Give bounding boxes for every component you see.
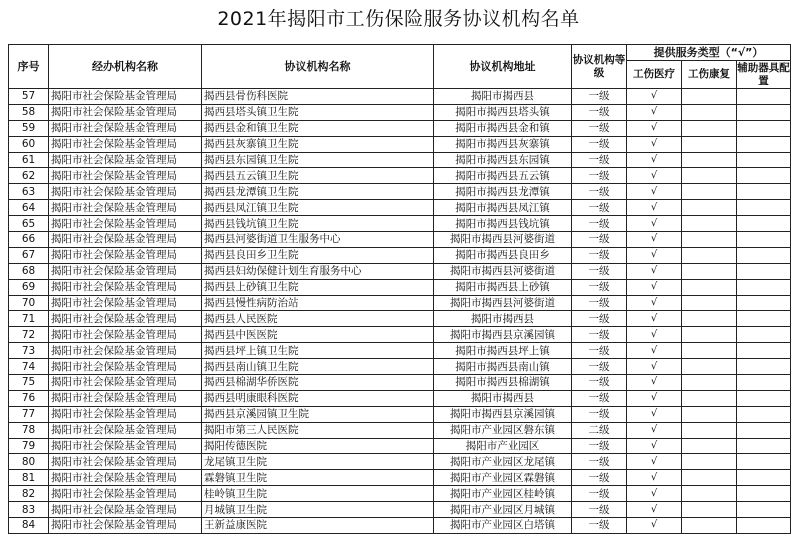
cell-seq: 81 xyxy=(9,470,49,486)
cell-level: 一级 xyxy=(572,486,627,502)
cell-level: 一级 xyxy=(572,454,627,470)
cell-service-aid xyxy=(737,120,791,136)
cell-service-rehab xyxy=(682,200,737,216)
cell-service-medical: √ xyxy=(627,502,682,518)
cell-agency: 揭阳市社会保险基金管理局 xyxy=(49,343,202,359)
cell-service-aid xyxy=(737,136,791,152)
table-row xyxy=(9,216,791,232)
cell-seq: 60 xyxy=(9,136,49,152)
cell-agency: 揭阳市社会保险基金管理局 xyxy=(49,327,202,343)
table-row xyxy=(9,295,791,311)
cell-service-rehab xyxy=(682,518,737,534)
cell-agency: 揭阳市社会保险基金管理局 xyxy=(49,168,202,184)
cell-service-aid xyxy=(737,438,791,454)
cell-service-aid xyxy=(737,375,791,391)
cell-service-medical: √ xyxy=(627,120,682,136)
cell-agency: 揭阳市社会保险基金管理局 xyxy=(49,375,202,391)
table-row xyxy=(9,120,791,136)
cell-service-rehab xyxy=(682,311,737,327)
cell-service-medical: √ xyxy=(627,486,682,502)
cell-agency: 揭阳市社会保险基金管理局 xyxy=(49,422,202,438)
header-service-aid: 辅助器具配置 xyxy=(737,61,790,87)
cell-seq: 71 xyxy=(9,311,49,327)
cell-address: 揭阳市产业园区月城镇 xyxy=(434,502,572,518)
cell-address: 揭阳市揭西县棉湖镇 xyxy=(434,375,572,391)
cell-seq: 63 xyxy=(9,184,49,200)
cell-agency: 揭阳市社会保险基金管理局 xyxy=(49,104,202,120)
cell-agency: 揭阳市社会保险基金管理局 xyxy=(49,518,202,534)
cell-agency: 揭阳市社会保险基金管理局 xyxy=(49,470,202,486)
cell-institution: 揭西县妇幼保健计划生育服务中心 xyxy=(202,263,434,279)
table-row xyxy=(9,454,791,470)
cell-level: 一级 xyxy=(572,279,627,295)
cell-level: 一级 xyxy=(572,168,627,184)
cell-service-aid xyxy=(737,327,791,343)
cell-level: 一级 xyxy=(572,327,627,343)
table-row xyxy=(9,422,791,438)
cell-service-rehab xyxy=(682,390,737,406)
cell-service-medical: √ xyxy=(627,327,682,343)
cell-service-aid xyxy=(737,295,791,311)
cell-service-medical: √ xyxy=(627,184,682,200)
cell-seq: 61 xyxy=(9,152,49,168)
cell-address: 揭阳市揭西县东园镇 xyxy=(434,152,572,168)
cell-level: 一级 xyxy=(572,470,627,486)
cell-institution: 揭西县上砂镇卫生院 xyxy=(202,279,434,295)
cell-seq: 64 xyxy=(9,200,49,216)
header-agency: 经办机构名称 xyxy=(49,45,202,89)
cell-service-medical: √ xyxy=(627,247,682,263)
cell-seq: 66 xyxy=(9,232,49,248)
cell-address: 揭阳市揭西县坪上镇 xyxy=(434,343,572,359)
cell-service-medical: √ xyxy=(627,359,682,375)
cell-address: 揭阳市揭西县上砂镇 xyxy=(434,279,572,295)
cell-seq: 67 xyxy=(9,247,49,263)
cell-level: 一级 xyxy=(572,406,627,422)
cell-service-medical: √ xyxy=(627,375,682,391)
cell-service-aid xyxy=(737,359,791,375)
cell-seq: 72 xyxy=(9,327,49,343)
cell-service-aid xyxy=(737,200,791,216)
table-row xyxy=(9,486,791,502)
cell-institution: 揭西县棉湖华侨医院 xyxy=(202,375,434,391)
table-row xyxy=(9,247,791,263)
cell-institution: 揭西县五云镇卫生院 xyxy=(202,168,434,184)
cell-address: 揭阳市揭西县南山镇 xyxy=(434,359,572,375)
cell-agency: 揭阳市社会保险基金管理局 xyxy=(49,311,202,327)
cell-institution: 揭阳市第三人民医院 xyxy=(202,422,434,438)
cell-service-medical: √ xyxy=(627,422,682,438)
cell-service-aid xyxy=(737,470,791,486)
table-row xyxy=(9,200,791,216)
cell-address: 揭阳市揭西县河婆街道 xyxy=(434,295,572,311)
cell-level: 一级 xyxy=(572,390,627,406)
cell-address: 揭阳市揭西县良田乡 xyxy=(434,247,572,263)
cell-seq: 65 xyxy=(9,216,49,232)
cell-service-medical: √ xyxy=(627,216,682,232)
cell-institution: 揭阳传德医院 xyxy=(202,438,434,454)
cell-service-medical: √ xyxy=(627,390,682,406)
cell-seq: 70 xyxy=(9,295,49,311)
cell-seq: 75 xyxy=(9,375,49,391)
cell-service-aid xyxy=(737,247,791,263)
table-row xyxy=(9,375,791,391)
cell-level: 一级 xyxy=(572,438,627,454)
cell-institution: 揭西县骨伤科医院 xyxy=(202,89,434,105)
cell-level: 一级 xyxy=(572,502,627,518)
header-level: 协议机构等级 xyxy=(572,45,627,89)
cell-address: 揭阳市揭西县五云镇 xyxy=(434,168,572,184)
cell-agency: 揭阳市社会保险基金管理局 xyxy=(49,120,202,136)
cell-service-medical: √ xyxy=(627,311,682,327)
cell-institution: 揭西县人民医院 xyxy=(202,311,434,327)
cell-seq: 78 xyxy=(9,422,49,438)
cell-service-rehab xyxy=(682,327,737,343)
cell-service-rehab xyxy=(682,295,737,311)
institution-table xyxy=(8,44,791,534)
cell-institution: 揭西县钱坑镇卫生院 xyxy=(202,216,434,232)
header-institution: 协议机构名称 xyxy=(202,45,434,89)
cell-level: 一级 xyxy=(572,200,627,216)
cell-agency: 揭阳市社会保险基金管理局 xyxy=(49,184,202,200)
header-service-medical: 工伤医疗 xyxy=(627,61,682,89)
cell-level: 一级 xyxy=(572,518,627,534)
cell-service-rehab xyxy=(682,486,737,502)
cell-address: 揭阳市揭西县塔头镇 xyxy=(434,104,572,120)
cell-agency: 揭阳市社会保险基金管理局 xyxy=(49,279,202,295)
cell-service-medical: √ xyxy=(627,104,682,120)
table-row xyxy=(9,390,791,406)
cell-service-medical: √ xyxy=(627,454,682,470)
table-row xyxy=(9,232,791,248)
cell-level: 二级 xyxy=(572,422,627,438)
table-row xyxy=(9,89,791,105)
table-row xyxy=(9,470,791,486)
cell-service-rehab xyxy=(682,502,737,518)
cell-service-medical: √ xyxy=(627,406,682,422)
header-service-rehab: 工伤康复 xyxy=(682,61,737,89)
cell-level: 一级 xyxy=(572,136,627,152)
cell-service-rehab xyxy=(682,152,737,168)
cell-level: 一级 xyxy=(572,295,627,311)
cell-seq: 69 xyxy=(9,279,49,295)
cell-agency: 揭阳市社会保险基金管理局 xyxy=(49,390,202,406)
cell-service-aid xyxy=(737,152,791,168)
cell-institution: 揭西县明康眼科医院 xyxy=(202,390,434,406)
cell-institution: 揭西县慢性病防治站 xyxy=(202,295,434,311)
cell-level: 一级 xyxy=(572,311,627,327)
cell-institution: 月城镇卫生院 xyxy=(202,502,434,518)
cell-service-medical: √ xyxy=(627,136,682,152)
cell-institution: 揭西县塔头镇卫生院 xyxy=(202,104,434,120)
table-row xyxy=(9,168,791,184)
cell-institution: 揭西县龙潭镇卫生院 xyxy=(202,184,434,200)
cell-service-medical: √ xyxy=(627,438,682,454)
cell-service-rehab xyxy=(682,454,737,470)
cell-service-medical: √ xyxy=(627,168,682,184)
cell-service-medical: √ xyxy=(627,89,682,105)
cell-level: 一级 xyxy=(572,343,627,359)
cell-address: 揭阳市揭西县龙潭镇 xyxy=(434,184,572,200)
cell-agency: 揭阳市社会保险基金管理局 xyxy=(49,200,202,216)
cell-address: 揭阳市揭西县 xyxy=(434,89,572,105)
cell-address: 揭阳市揭西县 xyxy=(434,390,572,406)
cell-service-medical: √ xyxy=(627,518,682,534)
table-row xyxy=(9,327,791,343)
cell-seq: 77 xyxy=(9,406,49,422)
cell-seq: 80 xyxy=(9,454,49,470)
cell-service-rehab xyxy=(682,359,737,375)
cell-institution: 揭西县金和镇卫生院 xyxy=(202,120,434,136)
cell-service-rehab xyxy=(682,120,737,136)
cell-institution: 揭西县东园镇卫生院 xyxy=(202,152,434,168)
cell-address: 揭阳市揭西县河婆街道 xyxy=(434,232,572,248)
cell-agency: 揭阳市社会保险基金管理局 xyxy=(49,438,202,454)
cell-level: 一级 xyxy=(572,104,627,120)
cell-seq: 82 xyxy=(9,486,49,502)
cell-service-aid xyxy=(737,311,791,327)
cell-level: 一级 xyxy=(572,89,627,105)
cell-agency: 揭阳市社会保险基金管理局 xyxy=(49,454,202,470)
cell-level: 一级 xyxy=(572,375,627,391)
cell-service-rehab xyxy=(682,216,737,232)
cell-seq: 62 xyxy=(9,168,49,184)
cell-agency: 揭阳市社会保险基金管理局 xyxy=(49,136,202,152)
cell-address: 揭阳市揭西县河婆街道 xyxy=(434,263,572,279)
table-row xyxy=(9,406,791,422)
cell-agency: 揭阳市社会保险基金管理局 xyxy=(49,502,202,518)
cell-service-aid xyxy=(737,502,791,518)
cell-seq: 57 xyxy=(9,89,49,105)
cell-seq: 79 xyxy=(9,438,49,454)
cell-institution: 揭西县南山镇卫生院 xyxy=(202,359,434,375)
cell-agency: 揭阳市社会保险基金管理局 xyxy=(49,406,202,422)
table-row xyxy=(9,184,791,200)
cell-service-medical: √ xyxy=(627,200,682,216)
cell-address: 揭阳市揭西县灰寨镇 xyxy=(434,136,572,152)
cell-level: 一级 xyxy=(572,120,627,136)
cell-service-medical: √ xyxy=(627,343,682,359)
cell-agency: 揭阳市社会保险基金管理局 xyxy=(49,89,202,105)
cell-service-medical: √ xyxy=(627,279,682,295)
table-row xyxy=(9,518,791,534)
header-address: 协议机构地址 xyxy=(434,45,572,89)
cell-seq: 59 xyxy=(9,120,49,136)
cell-service-rehab xyxy=(682,375,737,391)
cell-service-aid xyxy=(737,486,791,502)
cell-level: 一级 xyxy=(572,216,627,232)
cell-service-aid xyxy=(737,232,791,248)
cell-service-rehab xyxy=(682,470,737,486)
cell-agency: 揭阳市社会保险基金管理局 xyxy=(49,359,202,375)
cell-service-aid xyxy=(737,406,791,422)
cell-service-rehab xyxy=(682,184,737,200)
cell-service-rehab xyxy=(682,438,737,454)
cell-address: 揭阳市揭西县钱坑镇 xyxy=(434,216,572,232)
cell-service-rehab xyxy=(682,263,737,279)
header-seq: 序号 xyxy=(9,45,49,89)
cell-level: 一级 xyxy=(572,152,627,168)
cell-institution: 揭西县河婆街道卫生服务中心 xyxy=(202,232,434,248)
cell-address: 揭阳市揭西县京溪园镇 xyxy=(434,327,572,343)
cell-level: 一级 xyxy=(572,263,627,279)
cell-service-rehab xyxy=(682,168,737,184)
table-row xyxy=(9,136,791,152)
cell-level: 一级 xyxy=(572,247,627,263)
cell-service-aid xyxy=(737,263,791,279)
cell-service-aid xyxy=(737,390,791,406)
cell-service-rehab xyxy=(682,247,737,263)
table-row xyxy=(9,279,791,295)
cell-seq: 76 xyxy=(9,390,49,406)
cell-institution: 揭西县灰寨镇卫生院 xyxy=(202,136,434,152)
cell-service-rehab xyxy=(682,136,737,152)
cell-institution: 揭西县良田乡卫生院 xyxy=(202,247,434,263)
cell-service-aid xyxy=(737,104,791,120)
table-row xyxy=(9,152,791,168)
cell-service-aid xyxy=(737,422,791,438)
cell-agency: 揭阳市社会保险基金管理局 xyxy=(49,486,202,502)
cell-service-rehab xyxy=(682,343,737,359)
cell-address: 揭阳市产业园区白塔镇 xyxy=(434,518,572,534)
cell-service-medical: √ xyxy=(627,232,682,248)
cell-service-rehab xyxy=(682,406,737,422)
cell-institution: 揭西县坪上镇卫生院 xyxy=(202,343,434,359)
cell-address: 揭阳市产业园区磐东镇 xyxy=(434,422,572,438)
cell-service-medical: √ xyxy=(627,470,682,486)
cell-level: 一级 xyxy=(572,359,627,375)
cell-address: 揭阳市产业园区龙尾镇 xyxy=(434,454,572,470)
cell-service-aid xyxy=(737,454,791,470)
table-row xyxy=(9,359,791,375)
cell-address: 揭阳市揭西县京溪园镇 xyxy=(434,406,572,422)
cell-address: 揭阳市产业园区桂岭镇 xyxy=(434,486,572,502)
cell-service-rehab xyxy=(682,422,737,438)
cell-institution: 霖磐镇卫生院 xyxy=(202,470,434,486)
table-row xyxy=(9,263,791,279)
cell-address: 揭阳市揭西县 xyxy=(434,311,572,327)
cell-service-aid xyxy=(737,343,791,359)
cell-address: 揭阳市揭西县金和镇 xyxy=(434,120,572,136)
cell-level: 一级 xyxy=(572,184,627,200)
cell-institution: 王新益康医院 xyxy=(202,518,434,534)
cell-service-medical: √ xyxy=(627,152,682,168)
cell-seq: 83 xyxy=(9,502,49,518)
cell-address: 揭阳市揭西县凤江镇 xyxy=(434,200,572,216)
cell-service-aid xyxy=(737,216,791,232)
cell-institution: 桂岭镇卫生院 xyxy=(202,486,434,502)
cell-service-rehab xyxy=(682,232,737,248)
cell-agency: 揭阳市社会保险基金管理局 xyxy=(49,247,202,263)
cell-level: 一级 xyxy=(572,232,627,248)
cell-agency: 揭阳市社会保险基金管理局 xyxy=(49,295,202,311)
cell-address: 揭阳市产业园区 xyxy=(434,438,572,454)
cell-institution: 揭西县凤江镇卫生院 xyxy=(202,200,434,216)
table-row xyxy=(9,502,791,518)
cell-seq: 74 xyxy=(9,359,49,375)
cell-service-medical: √ xyxy=(627,263,682,279)
table-row xyxy=(9,311,791,327)
cell-seq: 68 xyxy=(9,263,49,279)
cell-institution: 龙尾镇卫生院 xyxy=(202,454,434,470)
cell-institution: 揭西县京溪园镇卫生院 xyxy=(202,406,434,422)
table-body xyxy=(9,89,791,534)
cell-agency: 揭阳市社会保险基金管理局 xyxy=(49,263,202,279)
cell-address: 揭阳市产业园区霖磐镇 xyxy=(434,470,572,486)
cell-agency: 揭阳市社会保险基金管理局 xyxy=(49,152,202,168)
cell-service-medical: √ xyxy=(627,295,682,311)
cell-seq: 84 xyxy=(9,518,49,534)
cell-institution: 揭西县中医医院 xyxy=(202,327,434,343)
cell-agency: 揭阳市社会保险基金管理局 xyxy=(49,216,202,232)
cell-service-rehab xyxy=(682,89,737,105)
table-row xyxy=(9,343,791,359)
table-row xyxy=(9,438,791,454)
cell-service-aid xyxy=(737,168,791,184)
cell-service-aid xyxy=(737,279,791,295)
cell-service-aid xyxy=(737,89,791,105)
cell-service-aid xyxy=(737,184,791,200)
cell-seq: 73 xyxy=(9,343,49,359)
cell-seq: 58 xyxy=(9,104,49,120)
header-services-group: 提供服务类型（“√”） xyxy=(627,45,791,61)
cell-service-rehab xyxy=(682,279,737,295)
table-row xyxy=(9,104,791,120)
cell-agency: 揭阳市社会保险基金管理局 xyxy=(49,232,202,248)
cell-service-aid xyxy=(737,518,791,534)
cell-service-rehab xyxy=(682,104,737,120)
document-title: 2021年揭阳市工伤保险服务协议机构名单 xyxy=(217,8,580,30)
